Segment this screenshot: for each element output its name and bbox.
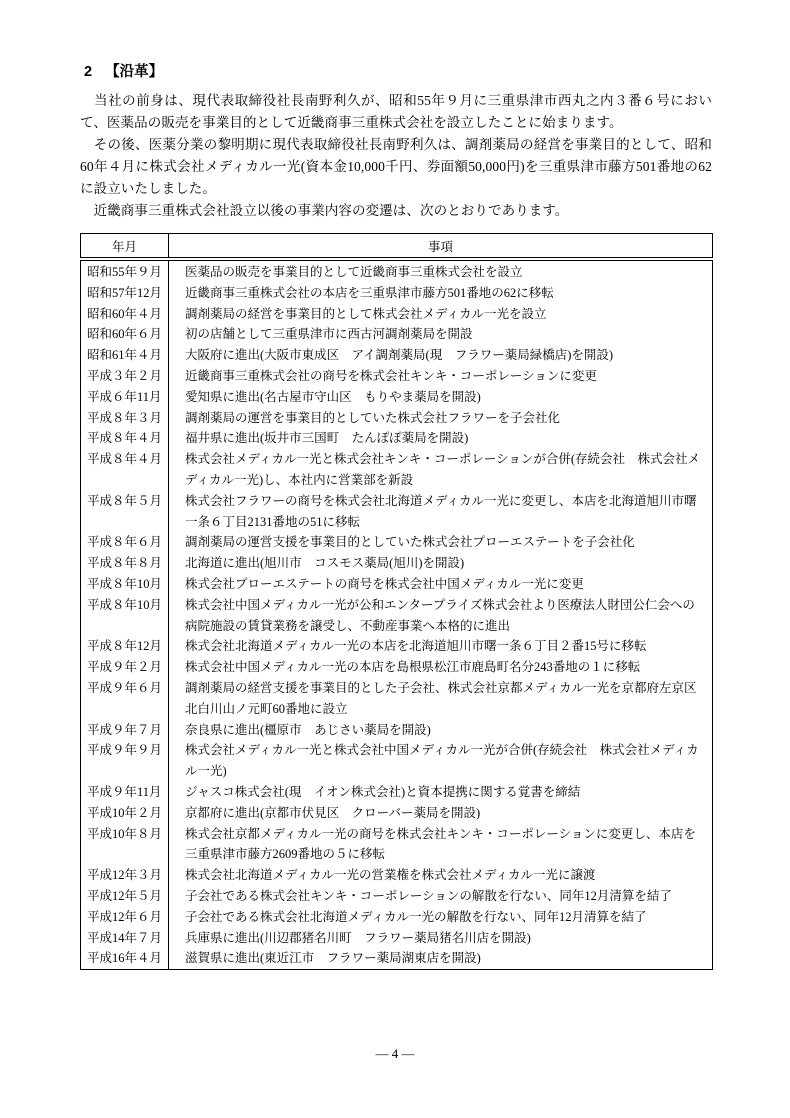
table-row: [81, 408, 713, 429]
table-row: [81, 366, 713, 387]
row-year-month: 平成８年10月: [81, 574, 169, 595]
row-year-month: 平成12年５月: [81, 886, 169, 907]
row-year-month: 平成９年７月: [81, 720, 169, 741]
row-year-month: 平成10年８月: [81, 824, 169, 866]
row-year-month: 平成８年10月: [81, 595, 169, 637]
row-year-month: 平成８年12月: [81, 636, 169, 657]
row-event: 株式会社北海道メディカル一光の営業権を株式会社メディカル一光に譲渡: [185, 868, 596, 883]
row-event: 株式会社メディカル一光と株式会社中国メディカル一光が合併(存続会社 株式会社メディカル一光): [185, 743, 699, 779]
row-event: 株式会社フラワーの商号を株式会社北海道メディカル一光に変更し、本店を北海道旭川市曙一条６丁目2131番地の51に移転: [185, 493, 697, 529]
row-event: 近畿商事三重株式会社の本店を三重県津市藤方501番地の62に移転: [185, 285, 554, 300]
row-event: 奈良県に進出(橿原市 あじさい薬局を開設): [185, 722, 431, 737]
row-event: ジャスコ株式会社(現 イオン株式会社)と資本提携に関する覚書を締結: [185, 784, 581, 799]
table-row: [81, 345, 713, 366]
row-year-month: 昭和60年４月: [81, 304, 169, 325]
table-row: [81, 907, 713, 928]
header-item: 事項: [169, 234, 713, 260]
row-year-month: 昭和60年６月: [81, 324, 169, 345]
history-table: [80, 233, 713, 970]
row-event: 医薬品の販売を事業目的として近畿商事三重株式会社を設立: [185, 265, 523, 279]
row-event: 調剤薬局の運営支援を事業目的としていた株式会社プローエステートを子会社化: [185, 535, 635, 550]
table-row: [81, 657, 713, 678]
page-number: ― 4 ―: [375, 1046, 415, 1061]
table-row: [81, 553, 713, 574]
history-table-body: [81, 259, 713, 970]
row-year-month: 平成６年11月: [81, 387, 169, 408]
row-year-month: 平成９年６月: [81, 678, 169, 720]
row-year-month: 平成８年５月: [81, 491, 169, 533]
row-year-month: 平成10年２月: [81, 803, 169, 824]
row-year-month: 平成８年６月: [81, 532, 169, 553]
table-row: [81, 532, 713, 553]
row-year-month: 平成８年４月: [81, 428, 169, 449]
row-event: 株式会社中国メディカル一光が公和エンタープライズ株式会社より医療法人財団公仁会への病院施設の賃貸業務を譲受し、不動産事業へ本格的に進出: [185, 597, 695, 633]
row-event: 兵庫県に進出(川辺郡猪名川町 フラワー薬局猪名川店を開設): [185, 930, 531, 945]
table-row: [81, 803, 713, 824]
table-row: [81, 304, 713, 325]
row-year-month: 平成８年４月: [81, 449, 169, 491]
row-event: 愛知県に進出(名古屋市守山区 もりやま薬局を開設): [185, 389, 481, 404]
table-row: [81, 886, 713, 907]
intro-paragraph-2: その後、医薬分業の黎明期に現代表取締役社長南野利久は、調剤薬局の経営を事業目的として、昭和60年４月に株式会社メディカル一光(資本金10,000千円、券面額50,000円)を三重県津市藤方501番地の62に設立いたしました。: [80, 137, 712, 196]
row-year-month: 平成９年２月: [81, 657, 169, 678]
table-row: [81, 259, 713, 283]
intro-paragraph-1: 当社の前身は、現代表取締役社長南野利久が、昭和55年９月に三重県津市西丸之内３番６号において、医薬品の販売を事業目的として近畿商事三重株式会社を設立したことに始まります。: [80, 93, 712, 130]
row-event: 株式会社メディカル一光と株式会社キンキ・コーポレーションが合併(存続会社 株式会社メディカル一光)し、本社内に営業部を新設: [185, 452, 701, 487]
table-row: [81, 928, 713, 949]
row-year-month: 昭和61年４月: [81, 345, 169, 366]
row-year-month: 平成16年４月: [81, 948, 169, 969]
row-event: 近畿商事三重株式会社の商号を株式会社キンキ・コーポレーションに変更: [185, 368, 597, 383]
table-row: [81, 824, 713, 866]
row-event: 調剤薬局の経営を事業目的として株式会社メディカル一光を設立: [185, 306, 547, 321]
table-row: [81, 491, 713, 533]
header-year-month: 年月: [81, 234, 169, 260]
table-row: [81, 740, 713, 782]
row-event: 調剤薬局の経営支援を事業目的とした子会社、株式会社京都メディカル一光を京都府左京区北白川山ノ元町60番地に設立: [185, 680, 697, 716]
row-year-month: 平成８年８月: [81, 553, 169, 574]
table-row: [81, 678, 713, 720]
row-event: 株式会社プローエステートの商号を株式会社中国メディカル一光に変更: [185, 576, 584, 591]
row-event: 北海道に進出(旭川市 コスモス薬局(旭川)を開設): [185, 556, 465, 571]
table-row: [81, 865, 713, 886]
row-year-month: 平成９年11月: [81, 782, 169, 803]
intro-paragraph-3: 近畿商事三重株式会社設立以後の事業内容の変遷は、次のとおりであります。: [80, 203, 569, 218]
row-event: 子会社である株式会社北海道メディカル一光の解散を行ない、同年12月清算を結了: [185, 909, 647, 924]
row-event: 株式会社北海道メディカル一光の本店を北海道旭川市曙一条６丁目２番15号に移転: [185, 639, 647, 654]
table-row: [81, 720, 713, 741]
table-row: [81, 636, 713, 657]
row-year-month: 平成12年６月: [81, 907, 169, 928]
row-event: 株式会社京都メディカル一光の商号を株式会社キンキ・コーポレーションに変更し、本店を三重県津市藤方2609番地の５に移転: [185, 826, 696, 862]
table-row: [81, 428, 713, 449]
table-row: [81, 324, 713, 345]
table-row: [81, 283, 713, 304]
row-event: 福井県に進出(坂井市三国町 たんぽぽ薬局を開設): [185, 431, 469, 446]
row-year-month: 昭和57年12月: [81, 283, 169, 304]
section-number: 2: [84, 64, 93, 80]
row-event: 初の店舗として三重県津市に西古河調剤薬局を開設: [185, 327, 473, 342]
row-year-month: 昭和55年９月: [81, 259, 169, 283]
section-title: 【沿革】: [105, 64, 164, 80]
row-year-month: 平成14年７月: [81, 928, 169, 949]
row-event: 子会社である株式会社キンキ・コーポレーションの解散を行ない、同年12月清算を結了: [185, 888, 672, 903]
page-content: [80, 62, 712, 970]
table-row: [81, 574, 713, 595]
row-year-month: 平成３年２月: [81, 366, 169, 387]
row-event: 調剤薬局の運営を事業目的としていた株式会社フラワーを子会社化: [185, 410, 561, 425]
row-event: 大阪府に進出(大阪市東成区 アイ調剤薬局(現 フラワー薬局緑橋店)を開設): [185, 348, 614, 363]
row-year-month: 平成９年９月: [81, 740, 169, 782]
table-header-row: [81, 234, 713, 260]
row-year-month: 平成12年３月: [81, 865, 169, 886]
section-heading: [84, 62, 712, 82]
table-row: [81, 449, 713, 491]
row-event: 滋賀県に進出(東近江市 フラワー薬局湖東店を開設): [185, 951, 481, 966]
table-row: [81, 782, 713, 803]
table-row: [81, 387, 713, 408]
row-year-month: 平成８年３月: [81, 408, 169, 429]
row-event: 京都府に進出(京都市伏見区 クローバー薬局を開設): [185, 805, 481, 820]
table-row: [81, 595, 713, 637]
row-event: 株式会社中国メディカル一光の本店を島根県松江市鹿島町名分243番地の１に移転: [185, 660, 641, 675]
table-row: [81, 948, 713, 969]
